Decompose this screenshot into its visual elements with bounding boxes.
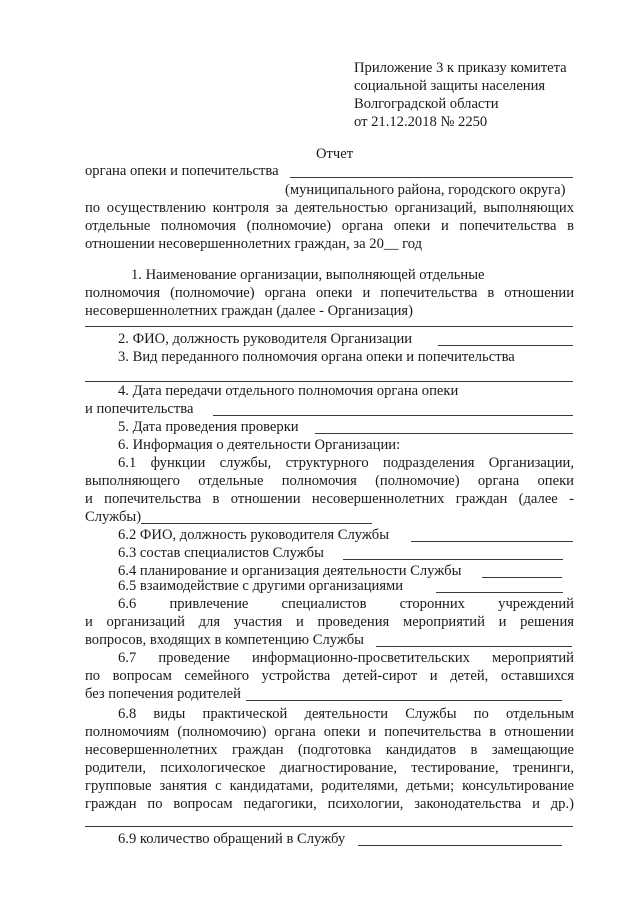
document-title: Отчет xyxy=(316,146,354,162)
org-head-fill-line[interactable] xyxy=(438,345,573,346)
intro-line-3: по осуществлению контроля за деятельностью организаций, выполняющих xyxy=(85,200,574,216)
item-6-6-line-3: вопросов, входящих в компетенцию Службы xyxy=(85,632,364,648)
header-line-1: Приложение 3 к приказу комитета xyxy=(354,60,567,76)
organization-name-fill-line[interactable] xyxy=(85,326,573,327)
specialists-fill-line[interactable] xyxy=(343,559,563,560)
item-4-line-1: 4. Дата передачи отдельного полномочия органа опеки xyxy=(118,383,459,399)
guardianship-body-fill-line[interactable] xyxy=(290,177,573,178)
item-4-line-2: и попечительства xyxy=(85,401,194,417)
item-5-text: 5. Дата проведения проверки xyxy=(118,419,299,435)
item-6-6-line-1: 6.6 привлечение специалистов сторонних учреждений xyxy=(118,596,574,612)
item-6-9-text: 6.9 количество обращений в Службу xyxy=(118,831,346,847)
header-line-2: социальной защиты населения xyxy=(354,78,546,94)
events-fill-line[interactable] xyxy=(246,700,562,701)
item-1-line-1: 1. Наименование организации, выполняющей отдельные xyxy=(131,267,485,283)
planning-fill-line[interactable] xyxy=(482,577,562,578)
intro-line-2: (муниципального района, городского округа) xyxy=(285,182,566,198)
header-line-3: Волгоградской области xyxy=(354,96,499,112)
item-6-7-line-1: 6.7 проведение информационно-просветительских мероприятий xyxy=(118,650,574,666)
service-functions-fill-line[interactable] xyxy=(141,523,372,524)
item-6-8-line-3: несовершеннолетних граждан (подготовка кандидатов в замещающие xyxy=(85,742,574,758)
item-6-7-line-2: по вопросам семейного устройства детей-сирот и детей, оставшихся xyxy=(85,668,574,684)
header-line-4: от 21.12.2018 № 2250 xyxy=(354,114,488,130)
item-3-text: 3. Вид переданного полномочия органа опеки и попечительства xyxy=(118,349,515,365)
competence-fill-line[interactable] xyxy=(376,646,572,647)
appeals-count-fill-line[interactable] xyxy=(358,845,562,846)
item-6-2-text: 6.2 ФИО, должность руководителя Службы xyxy=(118,527,390,543)
item-6-5-text: 6.5 взаимодействие с другими организациями xyxy=(118,578,404,594)
item-6-8-line-5: групповые занятия с кандидатами, родителями, детьми; консультирование xyxy=(85,778,574,794)
item-6-1-line-2: выполняющего отдельные полномочия (полномочие) органа опеки xyxy=(85,473,574,489)
item-6-6-line-2: и организаций для участия и проведения мероприятий и решения xyxy=(85,614,574,630)
item-6-7-line-3: без попечения родителей xyxy=(85,686,241,702)
item-2-text: 2. ФИО, должность руководителя Организации xyxy=(118,331,413,347)
item-6-3-text: 6.3 состав специалистов Службы xyxy=(118,545,324,561)
item-6-text: 6. Информация о деятельности Организации: xyxy=(118,437,401,453)
item-6-1-line-1: 6.1 функции службы, структурного подразделения Организации, xyxy=(118,455,574,471)
item-6-8-line-6: граждан по вопросам педагогики, психологии, законодательства и др.) xyxy=(85,796,574,812)
item-1-line-3: несовершеннолетних граждан (далее - Организация) xyxy=(85,303,413,319)
item-6-8-line-2: полномочиям (полномочию) органа опеки и попечительства в отношении xyxy=(85,724,574,740)
item-1-line-2: полномочия (полномочие) органа опеки и попечительства в отношении xyxy=(85,285,574,301)
item-6-8-line-4: родители, психологическое диагностирование, тестирование, тренинги, xyxy=(85,760,574,776)
item-6-8-line-1: 6.8 виды практической деятельности Службы по отдельным xyxy=(118,706,574,722)
transfer-date-fill-line[interactable] xyxy=(213,415,573,416)
item-6-1-line-3: и попечительства в отношении несовершеннолетних граждан (далее - xyxy=(85,491,574,507)
intro-line-4: отдельные полномочия (полномочие) органа опеки и попечительства в xyxy=(85,218,574,234)
service-head-fill-line[interactable] xyxy=(411,541,573,542)
activities-fill-line[interactable] xyxy=(85,826,573,827)
item-6-1-line-4: Службы) xyxy=(85,509,142,525)
inspection-date-fill-line[interactable] xyxy=(315,433,573,434)
item-6-4-text: 6.4 планирование и организация деятельности Службы xyxy=(118,563,462,579)
intro-line-5: отношении несовершеннолетних граждан, за 20__ год xyxy=(85,236,423,252)
intro-line-1: органа опеки и попечительства xyxy=(85,163,279,179)
interaction-fill-line[interactable] xyxy=(436,592,563,593)
